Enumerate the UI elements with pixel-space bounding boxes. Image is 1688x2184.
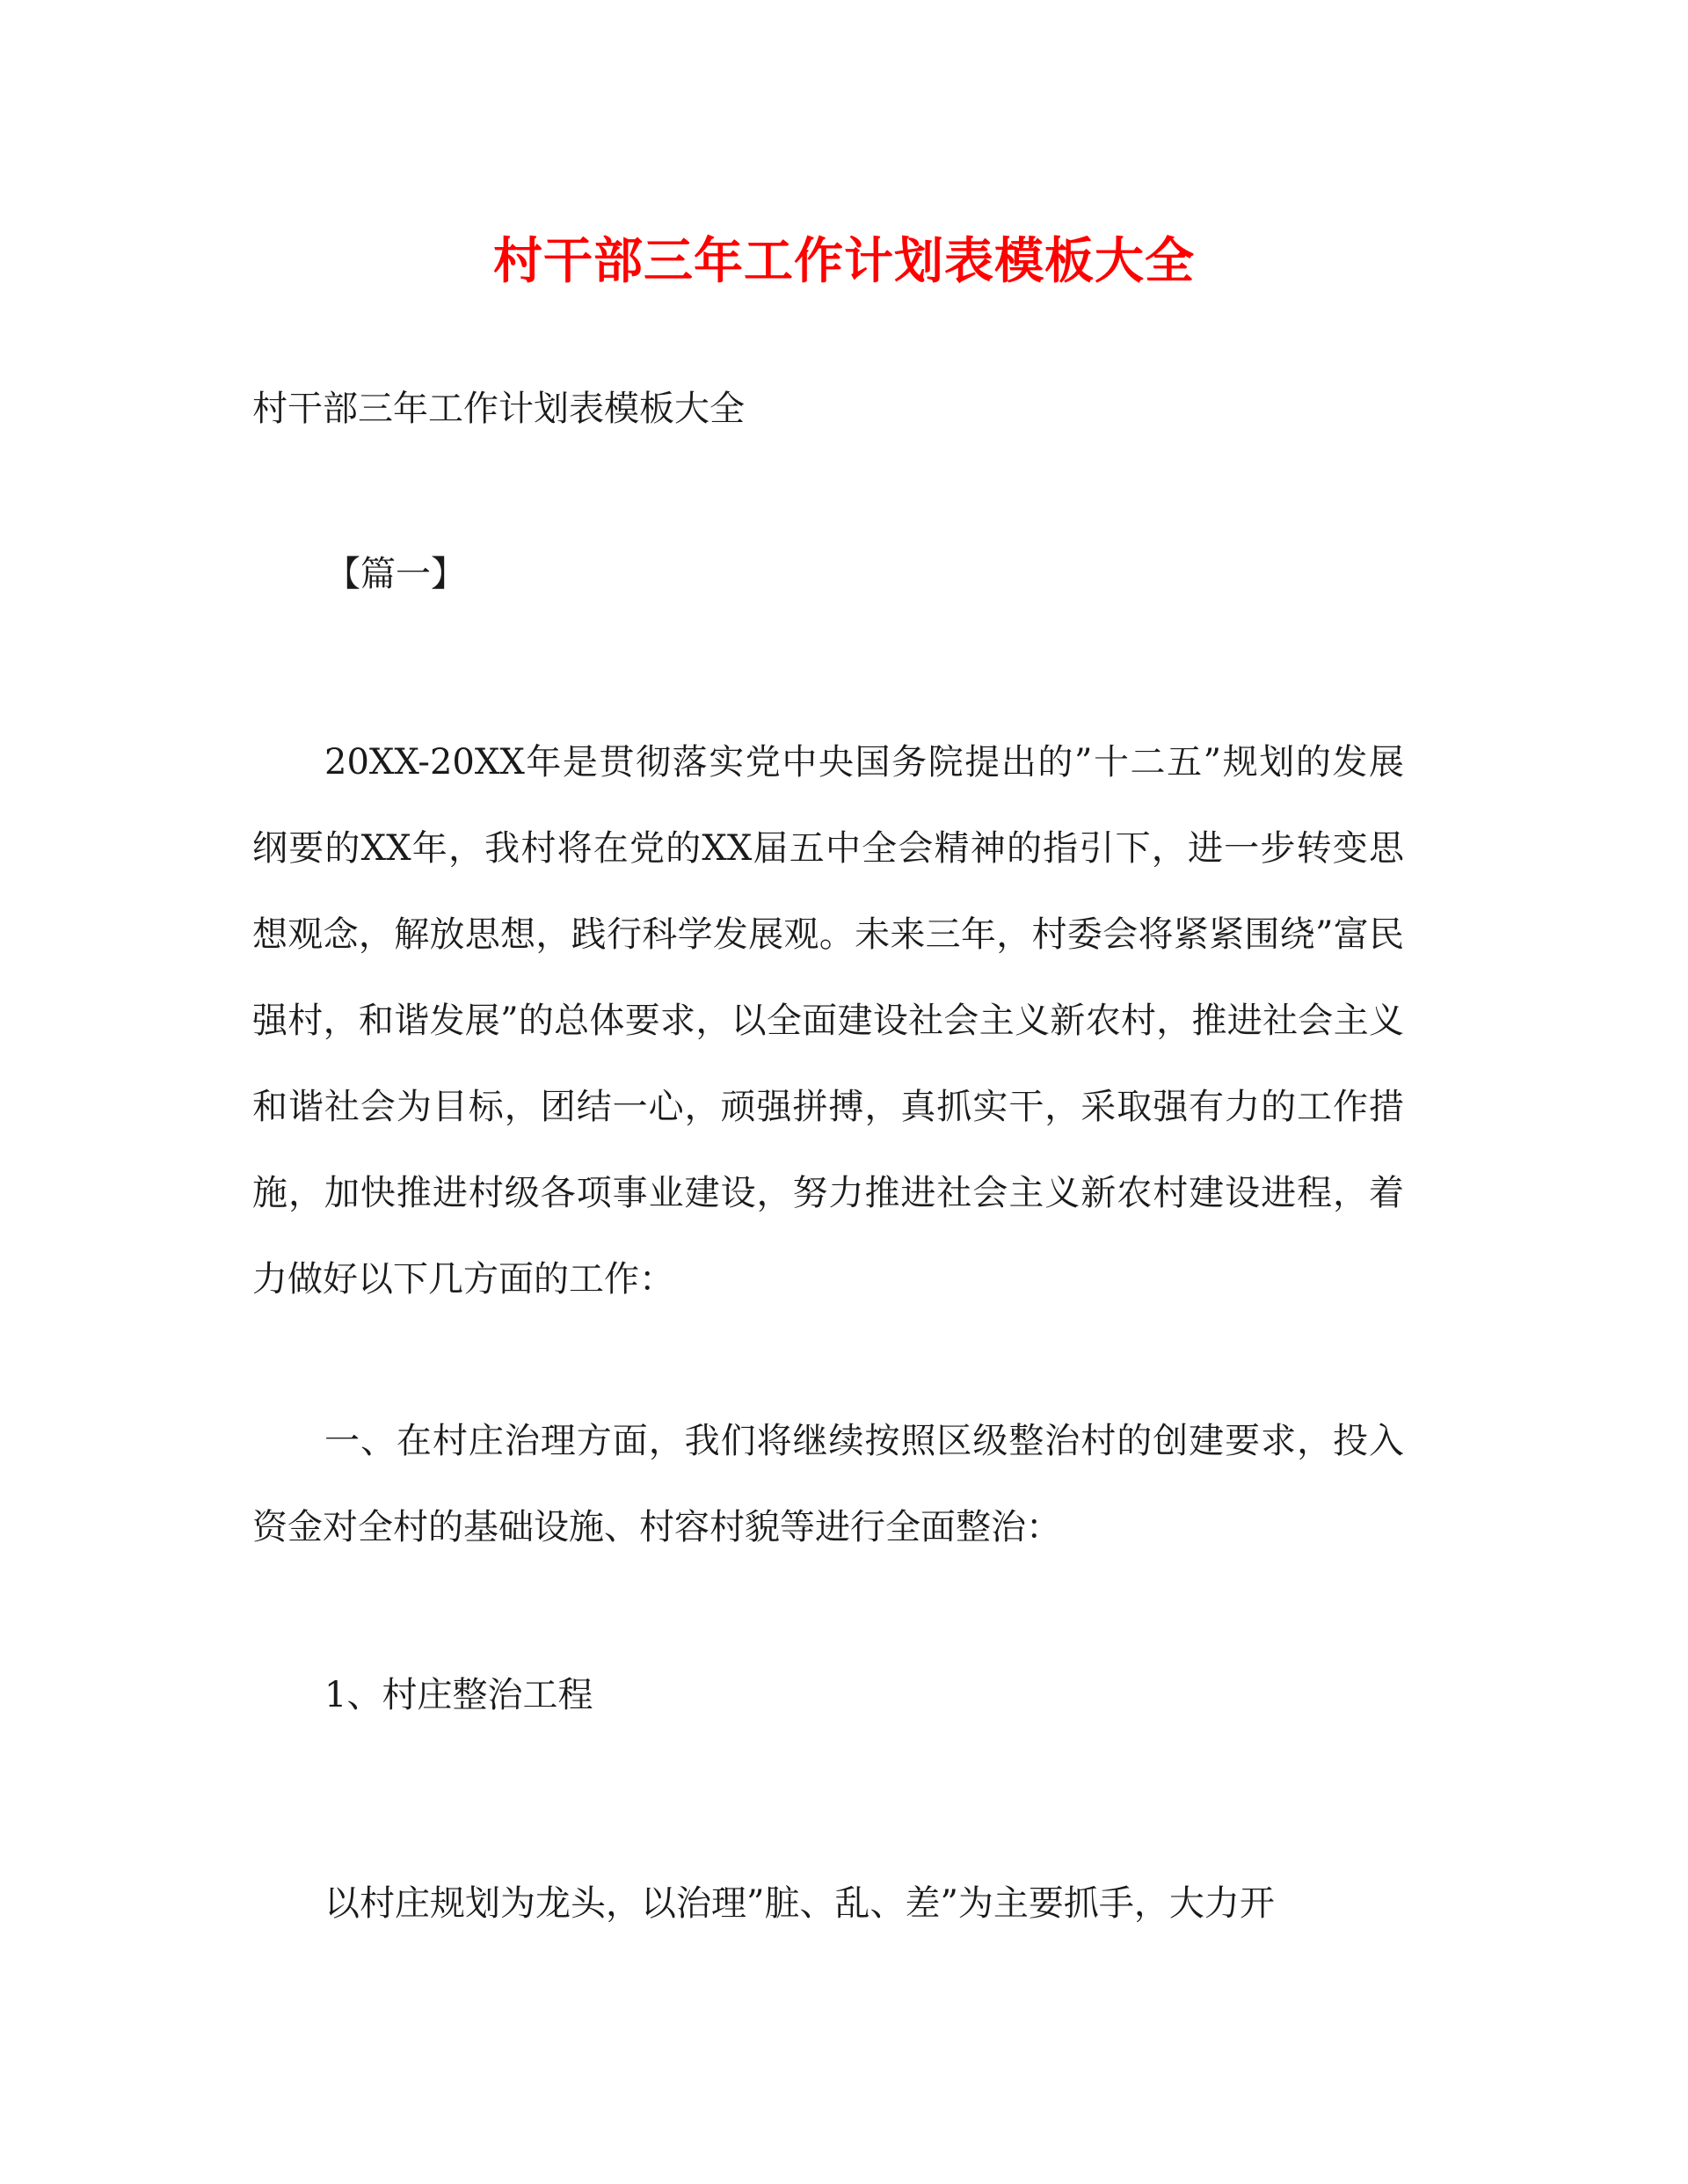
- paragraph-village-governance: 一、在村庄治理方面，我们将继续按照区级整治村的创建要求，投入资金对全村的基础设施、村容村貌等进行全面整治：: [252, 1421, 1404, 1547]
- section-label: 【篇一】: [325, 554, 466, 594]
- document-title: 村干部三年工作计划表模板大全: [493, 232, 1195, 290]
- document-subtitle: 村干部三年工作计划表模板大全: [252, 389, 745, 429]
- paragraph-renovation-detail: 以村庄规划为龙头，以治理”脏、乱、差”为主要抓手，大力开: [324, 1883, 1275, 1924]
- paragraph-intro: 20XX-20XX年是贯彻落实党中央国务院提出的”十二五”规划的发展纲要的XX年，我村将在党的XX届五中全会精神的指引下，进一步转变思想观念，解放思想，践行科学发展观。未来三年，村委会将紧紧围绕”富民强村，和谐发展”的总体要求，以全面建设社会主义新农村，推进社会主义和谐社会为目标，团结一心，顽强拼搏，真抓实干，采取强有力的工作措施，加快推进村级各项事业建设，努力推进社会主义新农村建设进程，着力做好以下几方面的工作：: [252, 742, 1404, 1299]
- paragraph-heading-village-renovation: 1、村庄整治工程: [324, 1675, 593, 1715]
